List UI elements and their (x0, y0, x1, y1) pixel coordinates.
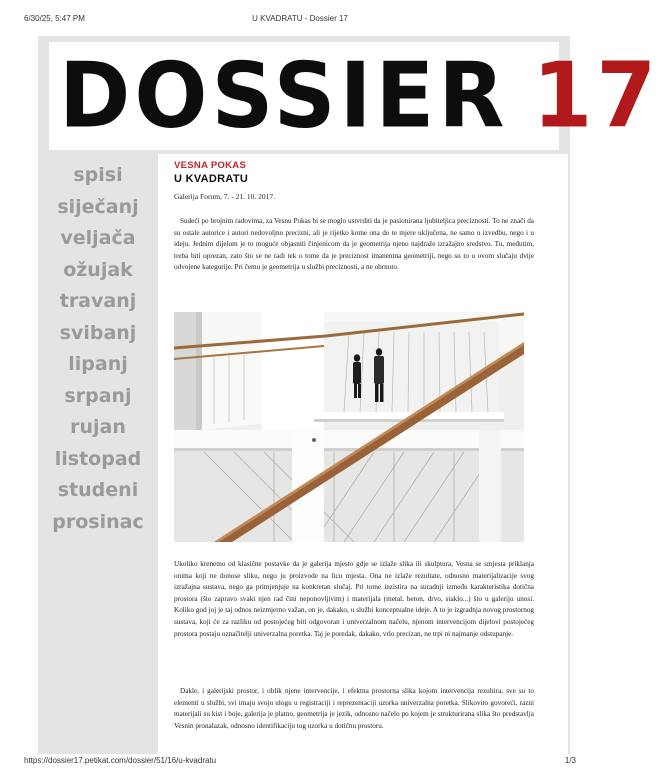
article (158, 154, 568, 754)
logo-word: DOSSIER (59, 43, 509, 149)
print-url: https://dossier17.petikat.com/dossier/51/16/u-kvadratu (24, 756, 217, 765)
logo-number: 17 (532, 43, 660, 149)
site-logo[interactable] (59, 43, 660, 149)
gallery-installation-photo (174, 312, 524, 542)
nav-item-prosinac[interactable]: prosinac (52, 510, 144, 533)
article-paragraph: Ukoliko krenemo od klasične postavke da je galerija mjesto gdje se izlaže slika ili skulptura, Vesna se smjesta priklanja onima koji ne donose sliku, nego ju proizvode na licu mjesta. Ona ne izlaže rezultate, odnosno materijalizacije svog izražajna sustava, nego ga primjenjuje na konkretan slučaj. Pri tome inzistira na suradnji između karakteristika dotična prostora (što zapravo svaki njen rad čini neponovljivim) i materijala (metal, beton, drvo, staklo...) što u galeriju unosi. Koliko god joj je taj odnos neizmjerno važan, on je, dakako, u službi konceptualne ideje. A to je izgradnja novog prostornog sustava, koji će za razliku od postojećeg biti odgovoran i univerzalnom načelu, njenom intervencijom dijelovi postojećeg prostora postaju označitelji univerzalna poretka. Taj je poredak, dakako, vrlo precizan, ne trpi ni najmanje odstupanje. (174, 560, 534, 638)
nav-item-ozujak[interactable]: ožujak (63, 258, 133, 281)
article-author: VESNA POKAS (174, 160, 247, 171)
site-banner[interactable] (49, 42, 660, 150)
article-title: U KVADRATU (174, 173, 249, 185)
print-page-title: U KVADRATU - Dossier 17 (252, 14, 348, 23)
page-frame (38, 36, 660, 754)
nav-item-svibanj[interactable]: svibanj (59, 321, 137, 344)
print-footer (0, 752, 600, 776)
print-page-number: 1/3 (564, 756, 576, 765)
print-header (0, 0, 600, 24)
nav-item-lipanj[interactable]: lipanj (68, 353, 128, 375)
nav-item-spisi[interactable]: spisi (73, 164, 123, 186)
nav-item-listopad[interactable]: listopad (54, 447, 142, 470)
nav-item-rujan[interactable]: rujan (70, 416, 126, 438)
print-datetime: 6/30/25, 5:47 PM (24, 14, 85, 23)
nav-item-veljaca[interactable]: veljača (60, 227, 136, 249)
month-navigation (38, 160, 158, 538)
nav-item-srpanj[interactable]: srpanj (64, 384, 132, 407)
nav-item-sijecanj[interactable]: siječanj (57, 195, 139, 218)
nav-item-travanj[interactable]: travanj (59, 290, 137, 312)
article-paragraph: Sudeći po brojnim radovima, za Vesnu Pokas bi se moglo ustvrditi da je pasionirana ljubiteljica preciznosti. To ne znači da su ostale autorice i autori nedovoljno precizni, ali je rijetko kome ona do te mjere uključena, ne samo u izvedbu, nego i u ideju. Jednim dijelom je to moguće objasniti činjenicom da je geometrija njeno najdraže izražajno sredstvo. Tu, međutim, treba biti oprezan, zato što se ne radi tek o tome da je preciznost imanentna geometriji, nego su to u ovom slučaju dvije odvojene kategorije. Pri čemu je geometrija u službi preciznosti, a ne obrnuto. (174, 217, 534, 272)
article-paragraph: Dakle, i galerijski prostor, i oblik njene intervencije, i efektna prostorna slika kojom intervencija rezultira, sve su to elementi u službi, svi imaju svoju ulogu u registraciji i reprezentaciji uzorka univerzalna poretka. Slikovito govoreći, razni materijali su kist i boje, galerija je platno, geometrija je jezik, odnosno načelo po kojem je strukturirana slika što predstavlja Vesnin pronalazak, odnosno identifikaciju tog uzorka u dotičnu prostoru. (174, 687, 534, 730)
nav-item-studeni[interactable]: studeni (57, 479, 139, 501)
article-venue: Galerija Forum, 7. - 21. 10. 2017. (174, 192, 276, 201)
